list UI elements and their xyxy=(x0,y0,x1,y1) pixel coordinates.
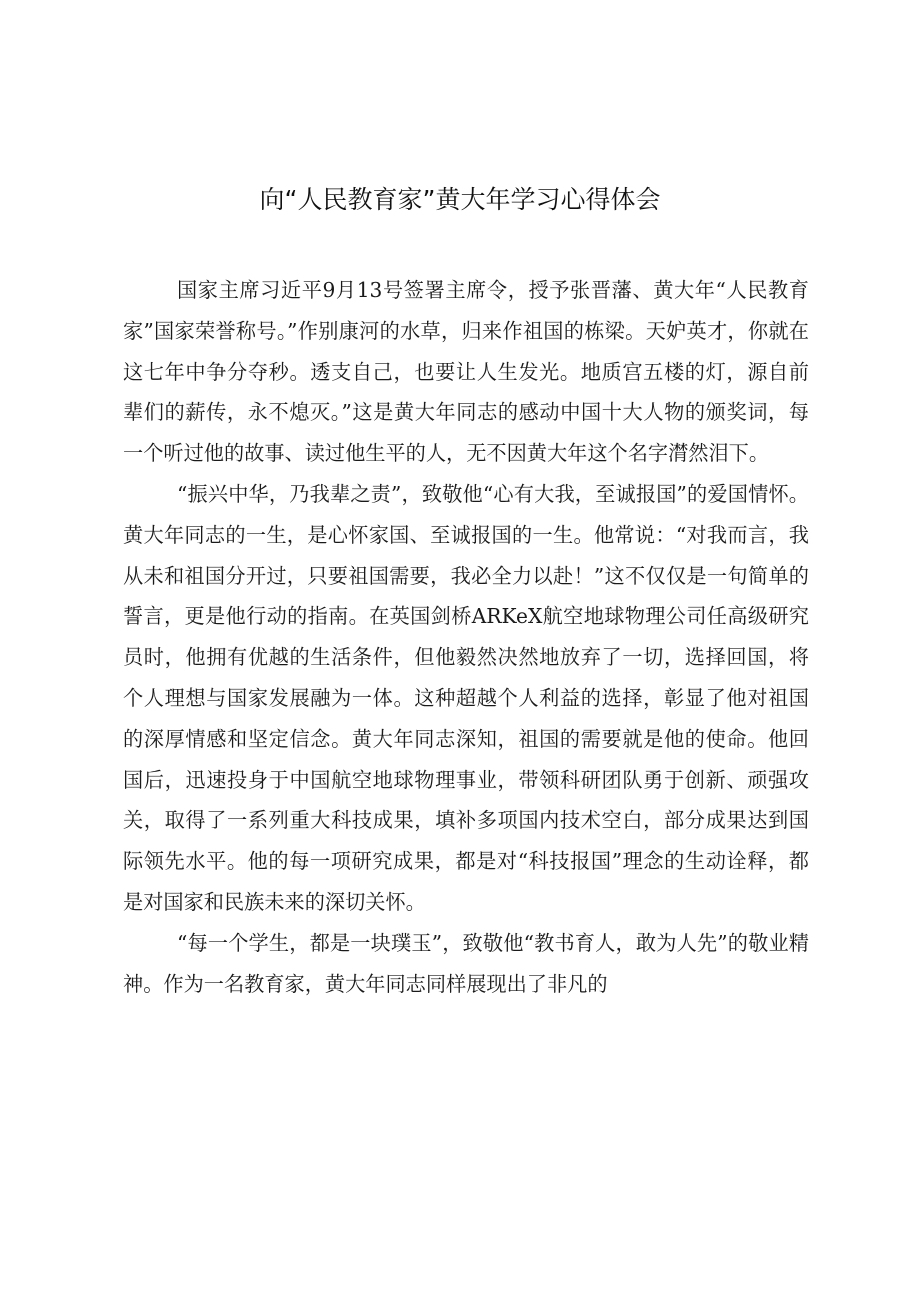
paragraph-3: “每一个学生，都是一块璞玉”，致敬他“教书育人，敢为人先”的敬业精神。作为一名教育家，黄大年同志同样展现出了非凡的 xyxy=(123,930,809,996)
document-body xyxy=(123,270,809,1004)
paragraph-1: 国家主席习近平9月13号签署主席令，授予张晋藩、黄大年“人民教育家”国家荣誉称号。”作别康河的水草，归来作祖国的栋梁。天妒英才，你就在这七年中争分夺秒。透支自己，也要让人生发光。地质宫五楼的灯，源自前辈们的薪传，永不熄灭。”这是黄大年同志的感动中国十大人物的颁奖词，每一个听过他的故事、读过他生平的人，无不因黄大年这个名字潸然泪下。 xyxy=(123,278,809,466)
document-title: 向“人民教育家”黄大年学习心得体会 xyxy=(259,185,661,214)
paragraph-2: “振兴中华，乃我辈之责”，致敬他“心有大我，至诚报国”的爱国情怀。黄大年同志的一生，是心怀家国、至诚报国的一生。他常说：“对我而言，我从未和祖国分开过，只要祖国需要，我必全力以赴！”这不仅仅是一句简单的誓言，更是他行动的指南。在英国剑桥ARKeX航空地球物理公司任高级研究员时，他拥有优越的生活条件，但他毅然决然地放弃了一切，选择回国，将个人理想与国家发展融为一体。这种超越个人利益的选择，彰显了他对祖国的深厚情感和坚定信念。黄大年同志深知，祖国的需要就是他的使命。他回国后，迅速投身于中国航空地球物理事业，带领科研团队勇于创新、顽强攻关，取得了一系列重大科技成果，填补多项国内技术空白，部分成果达到国际领先水平。他的每一项研究成果，都是对“科技报国”理念的生动诠释，都是对国家和民族未来的深切关怀。 xyxy=(123,481,809,914)
